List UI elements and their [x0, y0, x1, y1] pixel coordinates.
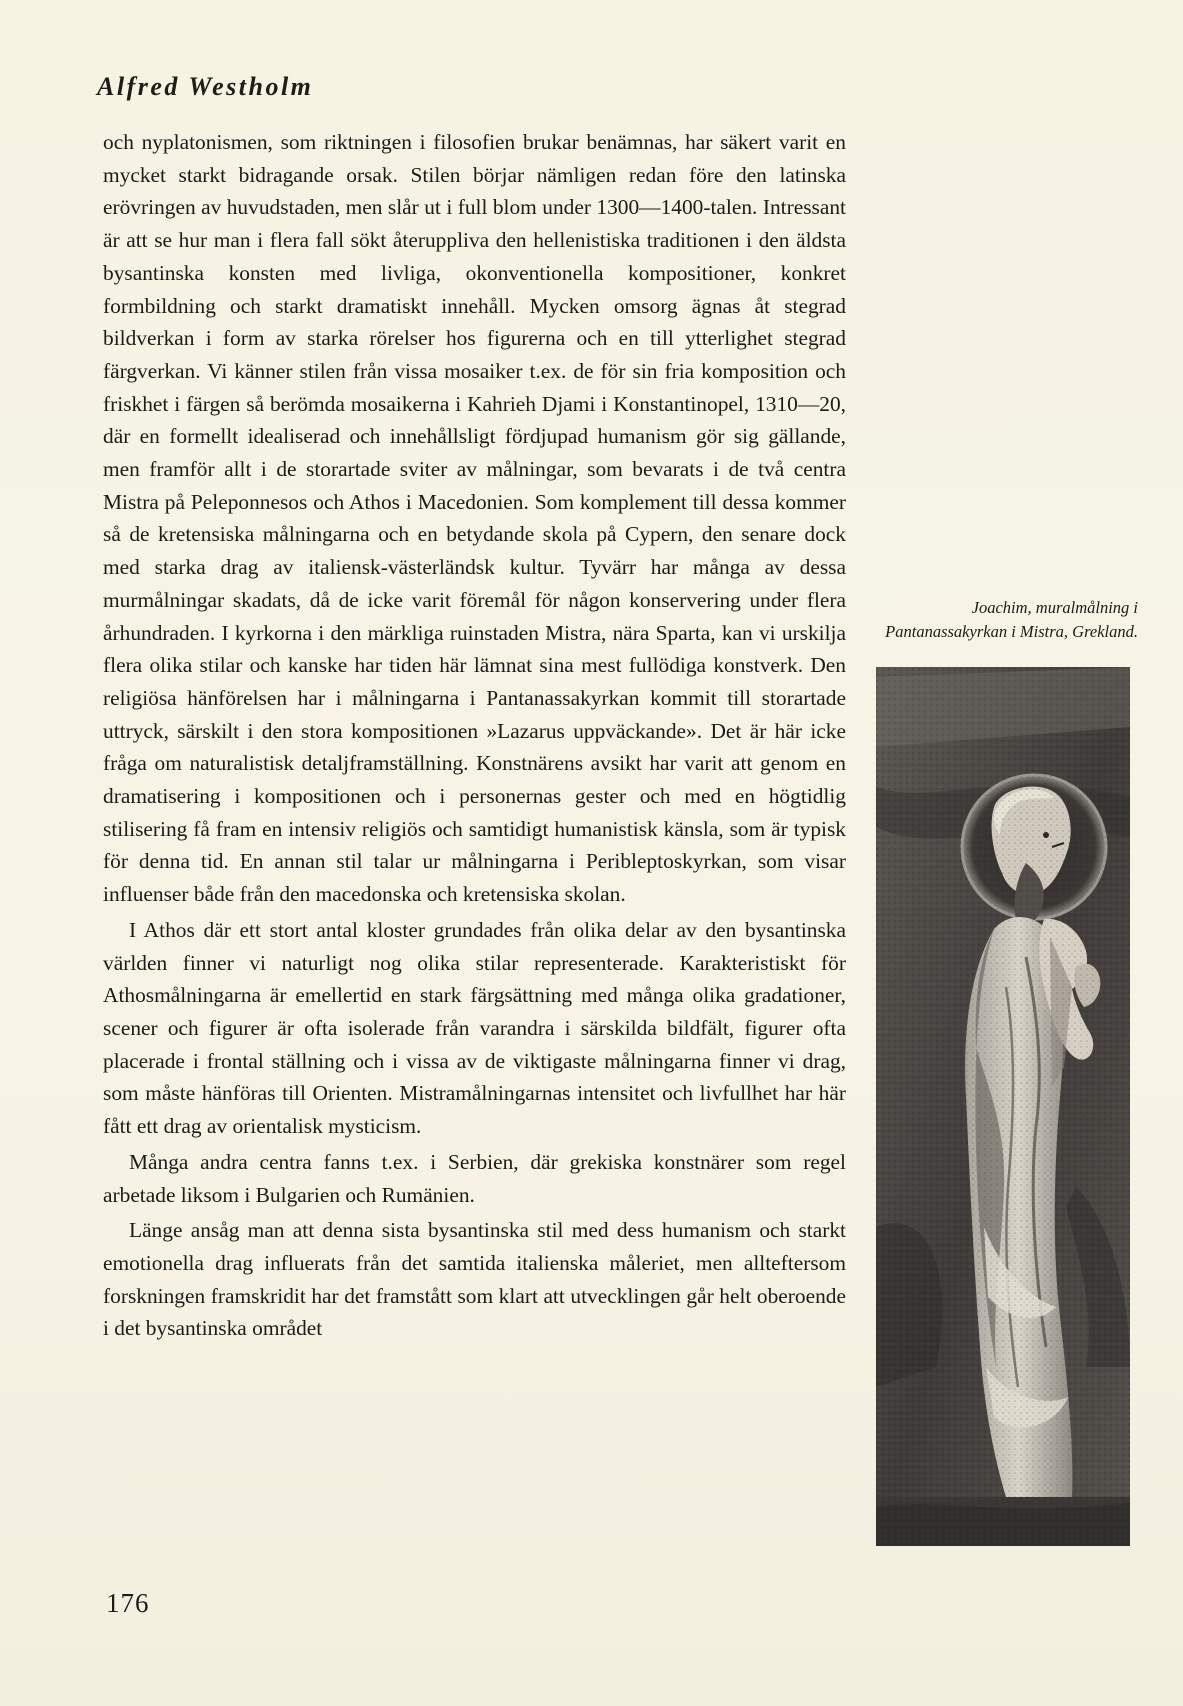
fresco-image-joachim — [876, 667, 1130, 1546]
page-number: 176 — [106, 1588, 150, 1618]
paragraph-4: Länge ansåg man att denna sista bysantinska stil med dess humanism och starkt emotionella drag influerats från det samtida italienska måleriet, men allteftersom forskningen framskridit har det framstått som klart att utvecklingen går helt oberoende i det bysantinska området — [103, 1218, 846, 1341]
paragraph-3: Många andra centra fanns t.ex. i Serbien, där grekiska konstnärer som regel arbetade liksom i Bulgarien och Rumänien. — [103, 1149, 846, 1207]
paragraph-1: och nyplatonismen, som riktningen i filosofien brukar benämnas, har säkert varit en mycket starkt bidragande orsak. Stilen börjar nämligen redan före den latinska erövringen av huvudstaden, men slår ut i full blom under 1300—1400-talen. Intressant är att se hur man i flera fall sökt återuppliva den hellenistiska traditionen i den äldsta bysantinska konsten med livliga, okonventionella kompositioner, konkret formbildning och starkt dramatiskt innehåll. Mycken omsorg ägnas åt stegrad bildverkan i form av starka rörelser hos figurerna och en till ytterlighet stegrad färgverkan. Vi känner stilen från vissa mosaiker t.ex. de för sin fria komposition och friskhet i färgen så berömda mosaikerna i Kahrieh Djami i Konstantinopel, 1310—20, där en formellt idealiserad och innehållsligt fördjupad humanism gör sig gällande, men framför allt i de storartade sviter av målningar, som bevarats i de två centra Mistra på Peleponnesos och Athos i Macedonien. Som komplement till dessa kommer så de kretensiska målningarna och en betydande skola på Cypern, den senare dock med starka drag av italiensk-västerländsk kultur. Tyvärr har många av dessa murmålningar skadats, då de icke varit föremål för någon konservering under flera århundraden. I kyrkorna i den märkliga ruinstaden Mistra, nära Sparta, kan vi urskilja flera olika stilar och kanske har tiden här lämnat sina mest fullödiga konstverk. Den religiösa hänförelsen har i målningarna i Pantanassakyrkan kommit till storartade uttryck, särskilt i den stora kompositionen »Lazarus uppväckande». Det är här icke fråga om naturalistisk detaljframställning. Konstnärens avsikt har varit att genom en dramatisering i kompositionen och i personernas gester och med en högtidlig stilisering få fram en intensiv religiös och samtidigt humanistisk känsla, som är typisk för denna tid. En annan stil talar ur målningarna i Peribleptoskyrkan, som visar influenser både från den macedonska och kretensiska skolan. — [103, 130, 846, 907]
running-head: Alfred Westholm — [97, 72, 314, 101]
figure-caption: Joachim, muralmålning i Pantanassakyrkan i Mistra, Grekland. — [885, 598, 1138, 641]
fresco-illustration — [876, 667, 1130, 1546]
paragraph-2: I Athos där ett stort antal kloster grundades från olika delar av den bysantinska världen finner vi naturligt nog olika stilar representerade. Karakteristiskt för Athosmålningarna är emellertid en stark färgsättning med många olika gradationer, scener och figurer är ofta isolerade från varandra i särskilda bildfält, figurer ofta placerade i frontal ställning och i vissa av de viktigaste målningarna finner vi drag, som måste hänföras till Orienten. Mistramålningarnas intensitet och livfullhet har här fått ett drag av orientalisk mysticism. — [103, 917, 846, 1139]
body-text — [103, 126, 846, 1345]
